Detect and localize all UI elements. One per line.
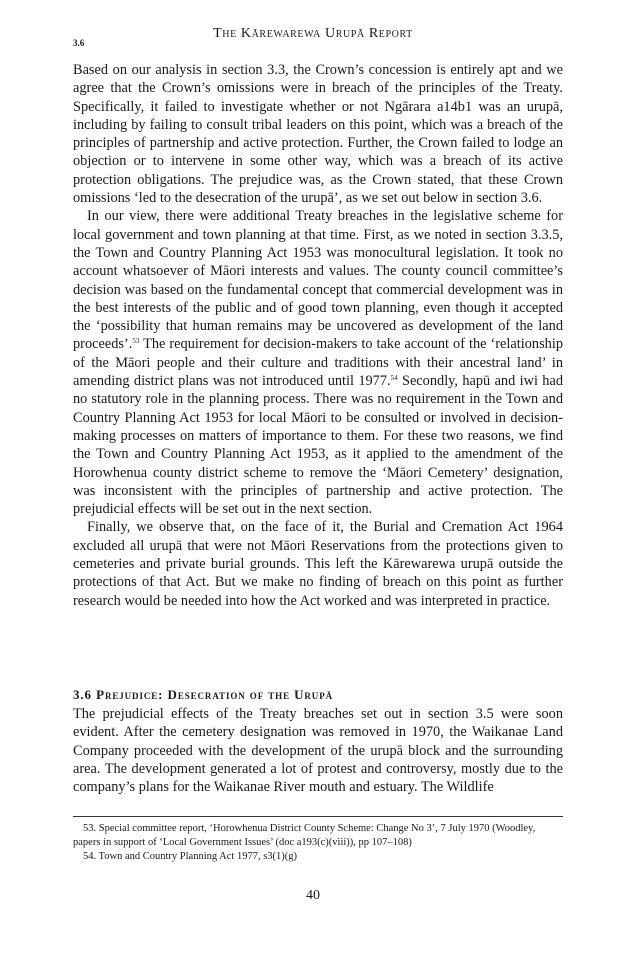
footnotes bbox=[73, 822, 563, 864]
paragraph-3: Finally, we observe that, on the face of it, the Burial and Cremation Act 1964 excluded all urupā that were not Māori Reservations from the protections given to cemeteries and private burial grounds. This left the Kārewarewa urupā outside the protections of that Act. But we make no finding of breach on this point as further research would be needed into how the Act worked and was interpreted in practice. bbox=[73, 519, 563, 609]
paragraph-2-part-1: In our view, there were additional Treaty breaches in the legislative scheme for local government and town planning at that time. First, as we noted in section 3.3.5, the Town and Country Planning Act 1953 was monocultural legislation. It took no account whatsoever of Māori interests and values. The county council committee’s decision was based on the fundamental concept that commercial development was in the best interests of the public and of good town planning, even though it accepted the ‘possibility that human remains may be uncovered as development of the land proceeds’. bbox=[73, 208, 563, 353]
running-head-title: The Kārewarewa Urupā Report bbox=[213, 26, 413, 41]
footnote-divider bbox=[73, 816, 563, 817]
section-heading: 3.6 Prejudice: Desecration of the Urupā bbox=[73, 687, 334, 702]
footnote-ref-53[interactable]: 53 bbox=[132, 337, 140, 346]
paragraph-2-part-3: Secondly, hapū and iwi had no statutory role in the planning process. There was no requirement in the Town and Country Planning Act 1953 for local Māori to be consulted or involved in decision-making processes on matters of importance to them. For these two reasons, we find the Town and Country Planning Act 1953, as it applied to the amendment of the Horowhenua county district scheme to remove the ‘Māori Cemetery’ designation, was inconsistent with the principles of partnership and active protection. The prejudicial effects will be set out in the next section. bbox=[73, 373, 563, 518]
section-paragraph-1: The prejudicial effects of the Treaty breaches set out in section 3.5 were soon evident. After the cemetery designation was removed in 1970, the Waikanae Land Company proceeded with the development of the urupā block and the surrounding area. The development generated a lot of protest and controversy, mostly due to the company’s plans for the Waikanae River mouth and estuary. The Wildlife bbox=[73, 706, 563, 796]
footnote-ref-54[interactable]: 54 bbox=[390, 374, 398, 383]
section-body-text bbox=[73, 705, 563, 796]
body-text bbox=[73, 61, 563, 610]
paragraph-1: Based on our analysis in section 3.3, the Crown’s concession is entirely apt and we agree that the Crown’s omissions were in breach of the principles of the Treaty. Specifically, it failed to investigate whether or not Ngārara a14b1 was an urupā, including by failing to consult tribal leaders on this point, which was a breach of the principles of partnership and active protection. Further, the Crown failed to lodge an objection or to intervene in some other way, which was a breach of its active protection obligations. The prejudice was, as the Crown stated, that these Crown omissions ‘led to the desecration of the urupā’, as we set out below in section 3.6. bbox=[73, 62, 563, 207]
paragraph-2 bbox=[73, 207, 563, 518]
section-marker: 3.6 bbox=[73, 38, 85, 48]
footnote-53: 53. Special committee report, ‘Horowhenua District County Scheme: Change No 3’, 7 July 1970 (Woodley, papers in support of ‘Local Government Issues’ (doc a193(c)(viii)), pp 107–108) bbox=[73, 823, 536, 848]
paragraph-2-part-2: The requirement for decision-makers to take account of the ‘relationship of the Māori people and their culture and traditions with their ancestral land’ in amending district plans was not introduced until 1977. bbox=[73, 336, 563, 390]
page-number: 40 bbox=[306, 888, 320, 903]
footnote-54: 54. Town and Country Planning Act 1977, s3(1)(g) bbox=[83, 851, 298, 862]
